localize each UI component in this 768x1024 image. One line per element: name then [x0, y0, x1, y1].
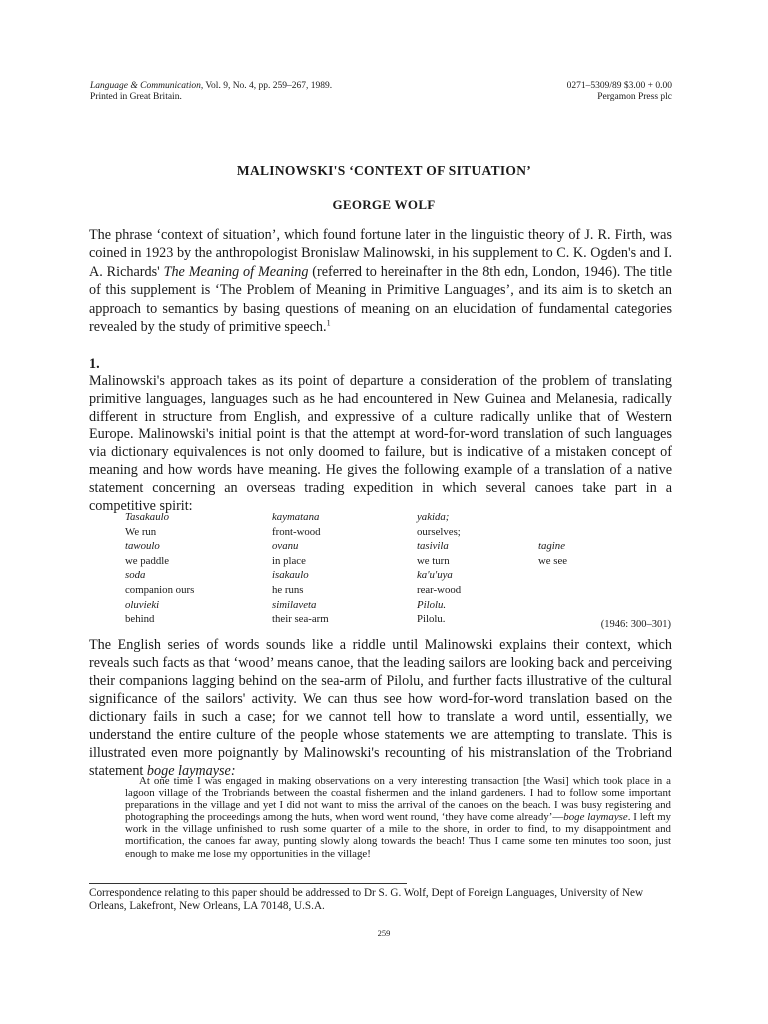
page-number: 259	[377, 928, 391, 938]
gloss-native: ka'u'uya	[417, 569, 453, 582]
intro-text-2: (referred to hereinafter in the 8th edn, London, 1946). The title of this supplement is ‘The Problem of Meaning in Primitive Languages’, and its aim is to sketch an approach to semantics by basing questions of meaning on an elucidation of fundamental categories revealed by the study of primitive speech.	[89, 263, 672, 336]
block-quote	[125, 775, 671, 860]
gloss-column-3	[417, 510, 461, 627]
book-title: The Meaning of Meaning	[163, 263, 309, 280]
gloss-english: companion ours	[125, 583, 195, 596]
gloss-native: yakida;	[417, 511, 450, 523]
issn-price: 0271–5309/89 $3.00 + 0.00	[566, 81, 672, 91]
discussion-paragraph	[89, 636, 672, 780]
footnote-ref: 1	[326, 318, 331, 328]
gloss-native: kaymatana	[272, 511, 320, 523]
interlinear-gloss	[125, 510, 675, 628]
correspondence-footnote: Correspondence relating to this paper should be addressed to Dr S. G. Wolf, Dept of Foreign Languages, University of New Orleans, Lakefront, New Orleans, LA 70148, U.S.A.	[89, 887, 644, 913]
article-title: MALINOWSKI'S ‘CONTEXT OF SITUATION’	[236, 163, 532, 178]
quote-term: boge laymayse	[563, 811, 628, 824]
gloss-english: front-wood	[272, 525, 321, 538]
running-header-left	[90, 81, 332, 103]
gloss-native: tawoulo	[125, 540, 160, 553]
gloss-citation: (1946: 300–301)	[600, 619, 671, 630]
trobriand-term: boge laymayse:	[146, 763, 236, 779]
gloss-english: ourselves;	[417, 525, 461, 538]
gloss-column-2	[272, 510, 329, 627]
gloss-english: he runs	[272, 583, 304, 596]
gloss-column-4	[538, 510, 567, 568]
journal-name: Language & Communication	[90, 81, 201, 91]
journal-citation	[90, 81, 332, 92]
gloss-native: tasivila	[417, 540, 449, 553]
author-name: GEORGE WOLF	[332, 197, 436, 212]
gloss-native: Pilolu.	[417, 598, 447, 611]
gloss-column-1	[125, 510, 194, 627]
gloss-native: tagine	[538, 540, 565, 553]
gloss-english: behind	[125, 613, 155, 626]
gloss-english: We run	[125, 525, 157, 538]
quote-text-1: At one time I was engaged in making observations on a very interesting transaction [the Wasi] which took place in a lagoon village of the Trobriands between the coastal fishermen and the inland gardeners. I had to follow some important preparations in the village and yet I did not want to miss the arrival of the canoes on the beach. I was busy registering and photographing the proceedings among the huts, when word went round, ‘they have come already’—	[125, 775, 671, 824]
journal-volume: , Vol. 9, No. 4, pp. 259–267, 1989.	[200, 81, 333, 91]
gloss-native: oluvieki	[125, 598, 160, 611]
running-header-right	[567, 81, 672, 103]
footnote-rule	[89, 883, 407, 884]
intro-text-1: The phrase ‘context of situation’, which found fortune later in the linguistic theory of J. R. Firth, was coined in 1923 by the anthropologist Bronislaw Malinowski, in his supplement to C. K. Ogden's and I. A. Richards'	[89, 227, 672, 280]
section1-paragraph: Malinowski's approach takes as its point of departure a consideration of the problem of translating primitive languages, languages such as he had encountered in New Guinea and Melanesia, radically different in structure from English, and expressive of a culture radically unlike that of Western Europe. Malinowski's initial point is that the attempt at word-for-word translation of such languages via dictionary equivalences is not only doomed to failure, but is indicative of a mistaken concept of meaning and how words have meaning. He gives the following example of a translation of a native statement concerning an overseas trading expedition in which several canoes take part in a competitive spirit:	[89, 373, 672, 514]
gloss-native: soda	[125, 569, 146, 582]
gloss-english: we see	[538, 554, 568, 567]
gloss-english: Pilolu.	[417, 613, 446, 626]
gloss-native: similaveta	[272, 598, 317, 611]
gloss-english: we paddle	[125, 554, 170, 567]
section-heading: 1.	[89, 356, 100, 372]
gloss-native	[538, 510, 567, 525]
gloss-english: in place	[272, 554, 306, 567]
gloss-english: their sea-arm	[272, 613, 329, 626]
gloss-native: Tasakaulo	[125, 511, 169, 523]
gloss-native: ovanu	[272, 540, 299, 553]
quote-text-2: . I left my work in the village unfinished to rush some quarter of a mile to the shore, in order to find, to my disappointment and mortification, the canoes far away, punting slowly along towards the beach! Thus I came some ten minutes too soon, just enough to make me lose my opportunities in the village!	[125, 811, 671, 860]
discussion-text: The English series of words sounds like a riddle until Malinowski explains their context, which reveals such facts as that ‘wood’ means canoe, that the leading sailors are looking back and perceiving their companions lagging behind on the sea-arm of Pilolu, and further facts illustrative of the cultural significance of the sailors' activity. We can thus see how word-for-word translation based on the dictionary fails in such a case; for we cannot tell how to translate a word until, essentially, we understand the entire culture of the people whose statements we are attempting to translate. This is illustrated even more poignantly by Malinowski's recounting of his mistranslation of the Trobriand statement	[89, 637, 672, 779]
printed-in: Printed in Great Britain.	[90, 92, 182, 102]
publisher: Pergamon Press plc	[597, 92, 672, 102]
gloss-native: isakaulo	[272, 569, 309, 582]
intro-paragraph	[89, 226, 672, 336]
gloss-english: rear-wood	[417, 583, 462, 596]
gloss-english	[538, 525, 567, 540]
gloss-english: we turn	[417, 554, 450, 567]
